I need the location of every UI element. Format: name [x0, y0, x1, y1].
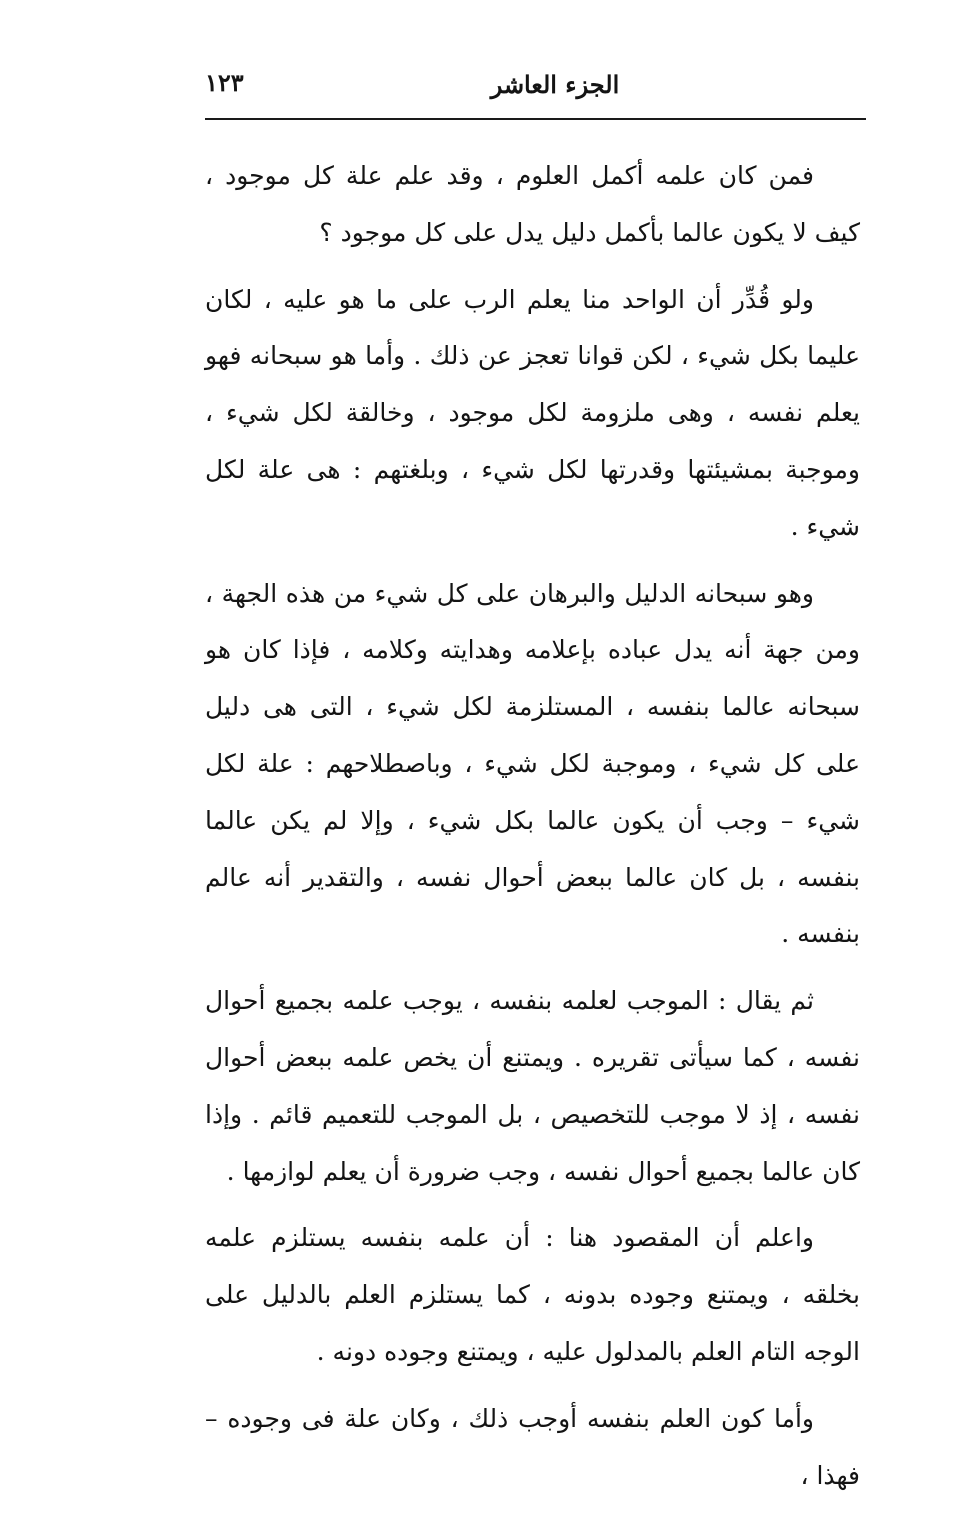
paragraph-1: فمن كان علمه أكمل العلوم ، وقد علم علة كل موجود ، كيف لا يكون عالما بأكمل دليل يدل على كل موجود ؟: [205, 161, 860, 247]
paragraph-6: وأما كون العلم بنفسه أوجب ذلك ، وكان علة فى وجوده – فهذا ،: [205, 1403, 860, 1490]
paragraph-2: ولو قُدِّر أن الواحد منا يعلم الرب على ما هو عليه ، لكان عليما بكل شيء ، لكن قوانا تعجز عن ذلك . وأما هو سبحانه فهو يعلم نفسه ، وهى ملزومة لكل موجود ، وخالقة لكل شيء ، وموجبة بمشيئتها وقدرتها لكل شيء ، وبلغتهم : هى علة لكل شيء .: [205, 284, 860, 541]
page-number: ١٢٣: [205, 68, 244, 97]
paragraph-5: واعلم أن المقصود هنا : أن علمه بنفسه يستلزم علمه بخلقه ، ويمتنع وجوده بدونه ، كما يستلزم العلم بالدليل على الوجه التام العلم بالمدلول عليه ، ويمتنع وجوده دونه .: [205, 1223, 860, 1366]
paragraph-4: ثم يقال : الموجب لعلمه بنفسه ، يوجب علمه بجميع أحوال نفسه ، كما سيأتى تقريره . ويمتنع أن يخص علمه ببعض أحوال نفسه ، إذ لا موجب للتخصيص ، بل الموجب للتعميم قائم . وإذا كان عالما بجميع أحوال نفسه ، وجب ضرورة أن يعلم لوازمها .: [205, 986, 860, 1186]
paragraph-3: وهو سبحانه الدليل والبرهان على كل شيء من هذه الجهة ، ومن جهة أنه يدل عباده بإعلامه وهدايته وكلامه ، فإذا كان هو سبحانه عالما بنفسه ، المستلزمة لكل شيء ، التى هى دليل على كل شيء ، وموجبة لكل شيء ، وباصطلاحهم : علة لكل شيء – وجب أن يكون عالما بكل شيء ، وإلا لم يكن عالما بنفسه ، بل كان عالما ببعض أحوال نفسه ، والتقدير أنه عالم بنفسه .: [205, 578, 860, 949]
running-title: الجزء العاشر: [490, 70, 620, 99]
header-rule: [205, 118, 866, 120]
body-text: [205, 148, 860, 1514]
page-header: [205, 66, 865, 106]
